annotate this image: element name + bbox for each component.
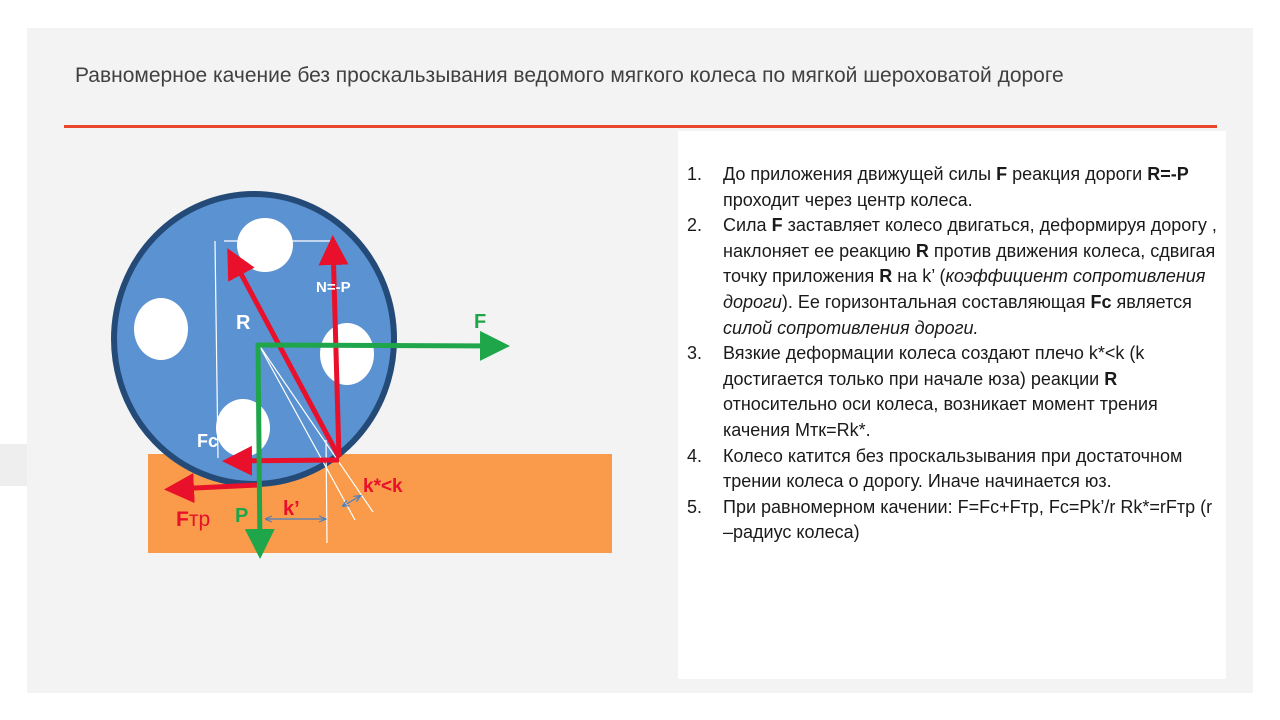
- bold-span: Fc: [1090, 291, 1112, 312]
- bold-span: F: [996, 164, 1008, 184]
- list-number: 3.: [687, 343, 703, 364]
- label-kprime: k’: [283, 498, 300, 520]
- bold-span: R: [915, 240, 929, 261]
- list-number: 1.: [687, 164, 703, 184]
- force-F-arrow: [257, 345, 500, 346]
- italic-span: силой сопротивления дороги.: [723, 317, 979, 338]
- wheel-hole: [216, 399, 270, 457]
- bold-span: R: [1104, 368, 1118, 389]
- bold-span: R: [879, 266, 893, 287]
- label-Ftr: Fтр: [176, 508, 211, 531]
- text-span: заставляет колесо двигаться, деформируя дорогу , наклоняет ее реакцию: [723, 215, 1217, 261]
- text-span: против движения колеса, сдвигая точку приложения: [723, 240, 1216, 287]
- text-span: на k’ (: [892, 266, 946, 287]
- text-span: До приложения движущей силы: [723, 164, 997, 184]
- list-item: [687, 213, 1217, 341]
- explanation-list: [687, 162, 1217, 546]
- list-number: 5.: [687, 496, 703, 517]
- bold-span: F: [771, 215, 783, 236]
- label-R: R: [236, 312, 251, 334]
- italic-span: коэффициент сопротивления дороги: [723, 266, 1206, 312]
- list-item: [687, 341, 1217, 443]
- text-span: реакция дороги: [1007, 164, 1148, 184]
- label-kstar: k*<k: [363, 476, 403, 497]
- text-span: является: [1111, 291, 1192, 312]
- list-item: [687, 444, 1217, 495]
- text-span: ). Ее горизонтальная составляющая: [781, 291, 1091, 312]
- Fc-arrow: [232, 460, 339, 461]
- text-span: проходит через центр колеса.: [723, 189, 973, 210]
- explanation-text-box: [678, 131, 1226, 679]
- text-span: Колесо катится без проскальзывания при достаточном трении колеса о дорогу. Иначе начинается юз.: [723, 445, 1183, 492]
- text-span: При равномерном качении: F=Fc+Fтр, Fc=Pk’/r Rk*=rFтр (r –радиус колеса): [723, 496, 1213, 543]
- list-number: 4.: [687, 445, 703, 466]
- weight-P-arrow: [258, 343, 260, 549]
- list-number: 2.: [687, 215, 703, 236]
- list-item: [687, 495, 1217, 546]
- bold-span: R=-P: [1147, 164, 1189, 184]
- label-N: N=-P: [316, 279, 351, 296]
- text-span: Вязкие деформации колеса создают плечо k*<k (k достигается только при начале юза) реакции: [723, 343, 1145, 389]
- label-F: F: [474, 311, 487, 333]
- slide-title: Равномерное качение без проскальзывания ведомого мягкого колеса по мягкой шероховатой дороге: [75, 64, 1064, 87]
- label-P: P: [235, 505, 249, 527]
- label-Fc: Fc: [197, 431, 219, 451]
- list-item: [687, 162, 1217, 213]
- text-span: относительно оси колеса, возникает момент трения качения Мтк=Rk*.: [723, 394, 1158, 440]
- wheel-hole: [134, 298, 188, 360]
- text-span: Сила: [723, 215, 772, 236]
- wheel-hole: [237, 218, 293, 272]
- wheel-hole: [320, 323, 374, 385]
